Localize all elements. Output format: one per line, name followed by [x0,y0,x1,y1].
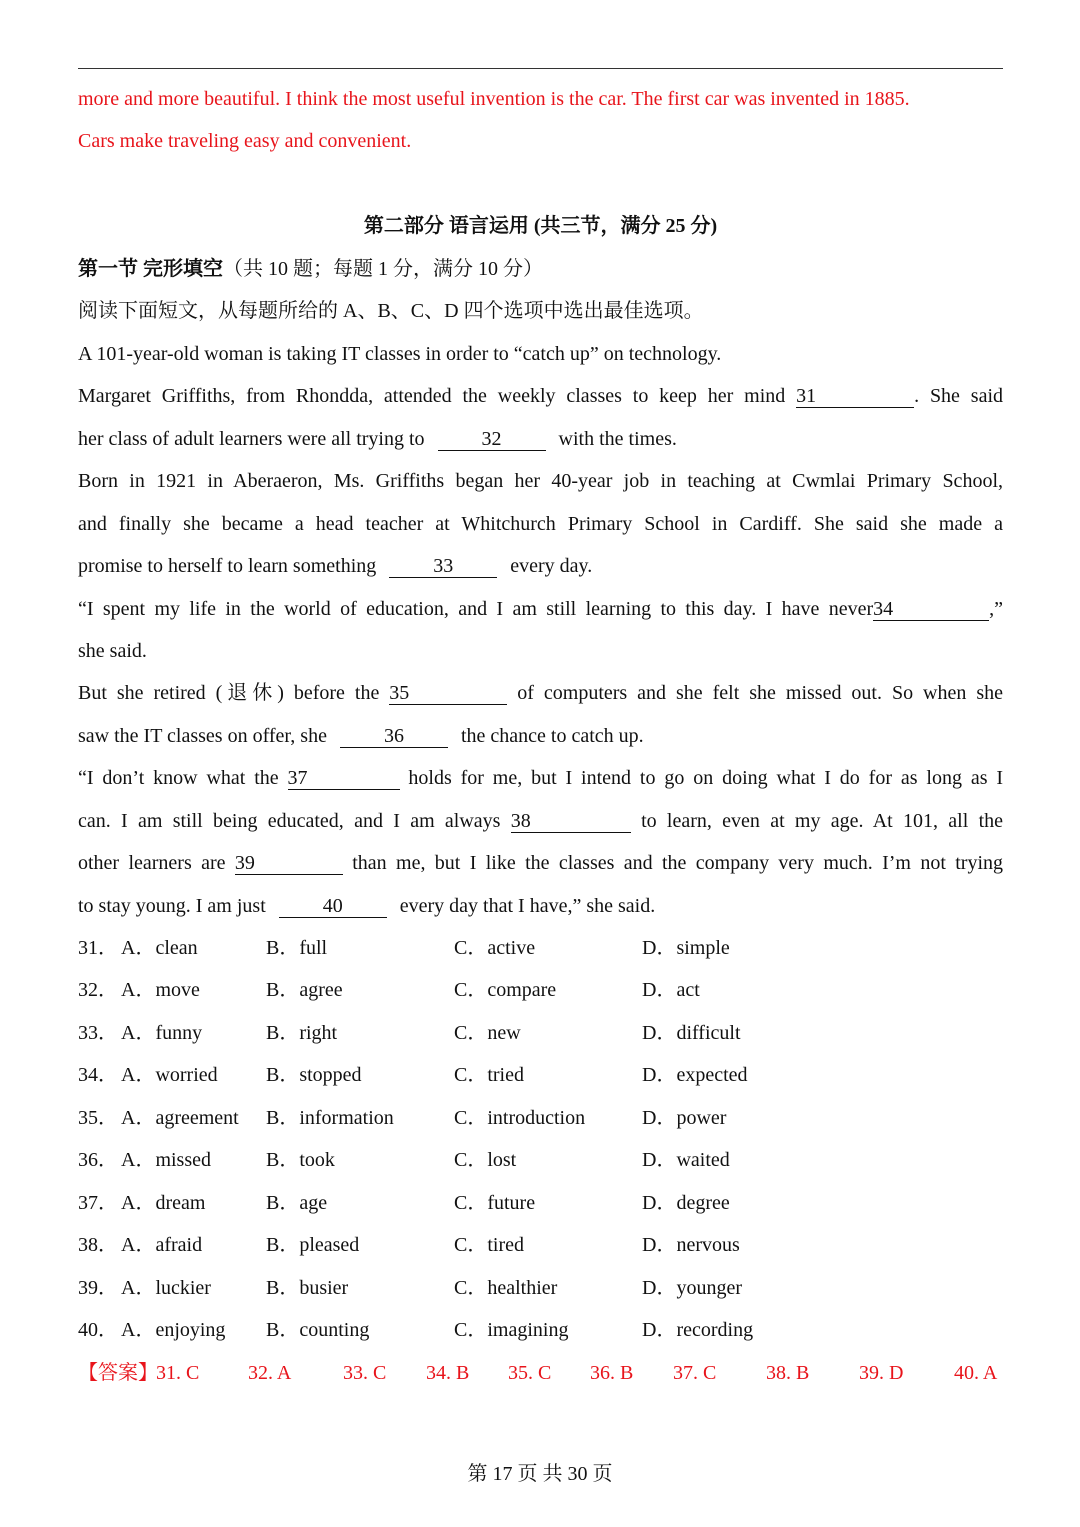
blank-32: 32 [438,428,546,451]
passage-line-1: A 101-year-old woman is taking IT classes in order to “catch up” on technology. [78,343,722,365]
passage-text: holds for me, but I intend to go on doing what I do for as long as I [408,767,1004,789]
answer-item: 38. B [766,1362,810,1384]
option-c: C．new [454,1022,521,1044]
option-c: C．introduction [454,1107,586,1129]
passage-line-5: and finally she became a head teacher at Whitchurch Primary School in Cardiff. She said she made a [78,513,1003,535]
passage-text: with the times. [558,428,677,450]
answer-item: 36. B [590,1362,634,1384]
passage-line-6 [78,553,1003,579]
passage-line-3 [78,426,1003,452]
blank-33: 33 [389,555,497,578]
passage-text: can. I am still being educated, and I am always [78,810,501,832]
red-text-line-2: Cars make traveling easy and convenient. [78,130,412,152]
question-number: 33． [78,1022,118,1044]
question-number: 40． [78,1319,118,1341]
passage-line-10 [78,723,1003,749]
blank-37: 37 [288,767,400,790]
option-a: A．enjoying [121,1319,226,1341]
question-number: 35． [78,1107,118,1129]
option-c: C．active [454,937,536,959]
option-d: D．waited [642,1149,730,1171]
option-d: D．degree [642,1192,730,1214]
option-b: B．full [266,937,328,959]
section-note: （共 10 题；每题 1 分，满分 10 分） [223,258,543,280]
passage-text: other learners are [78,852,226,874]
answer-item: 37. C [673,1362,717,1384]
passage-line-12 [78,808,1003,834]
passage-text: the chance to catch up. [460,725,644,747]
blank-38: 38 [511,810,631,833]
passage-line-4: Born in 1921 in Aberaeron, Ms. Griffiths began her 40-year job in teaching at Cwmlai Primary School, [78,470,1003,492]
answer-item: 35. C [508,1362,552,1384]
passage-text: ,” [989,598,1003,620]
option-c: C．tired [454,1234,524,1256]
page-footer: 第 17 页 共 30 页 [467,1463,613,1485]
option-d: D．nervous [642,1234,740,1256]
option-d: D．younger [642,1277,742,1299]
header-rule [78,68,1003,69]
option-b: B．agree [266,979,343,1001]
answer-label: 【答案】 [78,1362,158,1384]
option-b: B．information [266,1107,394,1129]
passage-text: But she retired (退休) before the [78,682,380,704]
passage-text: to learn, even at my age. At 101, all the [641,810,1004,832]
option-d: D．recording [642,1319,754,1341]
option-a: A．luckier [121,1277,211,1299]
option-d: D．power [642,1107,727,1129]
option-a: A．worried [121,1064,218,1086]
part-title: 第二部分 语言运用 (共三节，满分 25 分) [363,215,718,237]
passage-line-2 [78,383,1003,409]
answer-item: 39. D [859,1362,904,1384]
answer-item: 40. A [954,1362,998,1384]
option-a: A．agreement [121,1107,239,1129]
instruction: 阅读下面短文，从每题所给的 A、B、C、D 四个选项中选出最佳选项。 [78,300,704,322]
option-c: C．imagining [454,1319,569,1341]
answer-item: 32. A [248,1362,292,1384]
blank-35: 35 [389,682,507,705]
option-a: A．move [121,979,200,1001]
question-number: 32． [78,979,118,1001]
option-a: A．clean [121,937,198,959]
blank-36: 36 [340,725,448,748]
option-c: C．lost [454,1149,517,1171]
option-b: B．pleased [266,1234,360,1256]
question-number: 37． [78,1192,118,1214]
option-b: B．counting [266,1319,370,1341]
option-c: C．future [454,1192,536,1214]
option-d: D．difficult [642,1022,741,1044]
option-d: D．simple [642,937,730,959]
passage-text: . She said [914,385,1003,407]
option-b: B．took [266,1149,335,1171]
passage-line-14 [78,893,1003,919]
option-c: C．compare [454,979,557,1001]
passage-text: saw the IT classes on offer, she [78,725,327,747]
passage-line-7 [78,596,1003,622]
passage-text: every day. [510,555,593,577]
passage-text: to stay young. I am just [78,895,266,917]
option-a: A．afraid [121,1234,203,1256]
question-number: 36． [78,1149,118,1171]
answer-item: 31. C [156,1362,200,1384]
option-d: D．expected [642,1064,748,1086]
passage-text: Margaret Griffiths, from Rhondda, attended the weekly classes to keep her mind [78,385,786,407]
option-a: A．funny [121,1022,203,1044]
passage-text: than me, but I like the classes and the company very much. I’m not trying [352,852,1004,874]
blank-39: 39 [235,852,343,875]
option-b: B．age [266,1192,328,1214]
passage-text: every day that I have,” she said. [399,895,656,917]
question-number: 39． [78,1277,118,1299]
passage-text: “I don’t know what the [78,767,279,789]
passage-line-11 [78,765,1003,791]
passage-line-8: she said. [78,640,147,662]
answer-item: 34. B [426,1362,470,1384]
option-a: A．missed [121,1149,211,1171]
passage-text: her class of adult learners were all trying to [78,428,425,450]
option-c: C．healthier [454,1277,558,1299]
red-text-line-1: more and more beautiful. I think the most useful invention is the car. The first car was invented in 1885. [78,88,910,110]
question-number: 31． [78,937,118,959]
passage-text: of computers and she felt she missed out. So when she [517,682,1003,704]
question-number: 38． [78,1234,118,1256]
blank-31: 31 [796,385,914,408]
option-a: A．dream [121,1192,206,1214]
answer-item: 33. C [343,1362,387,1384]
option-d: D．act [642,979,700,1001]
passage-line-9 [78,680,1003,706]
blank-34: 34 [873,598,989,621]
blank-40: 40 [279,895,387,918]
option-c: C．tried [454,1064,524,1086]
option-b: B．stopped [266,1064,362,1086]
question-number: 34． [78,1064,118,1086]
section-title: 第一节 完形填空 [78,258,223,280]
passage-text: “I spent my life in the world of education, and I am still learning to this day. I have never [78,598,874,620]
option-b: B．busier [266,1277,349,1299]
option-b: B．right [266,1022,338,1044]
passage-line-13 [78,850,1003,876]
section-heading [78,256,1003,282]
passage-text: promise to herself to learn something [78,555,377,577]
answer-key [78,1360,1003,1386]
